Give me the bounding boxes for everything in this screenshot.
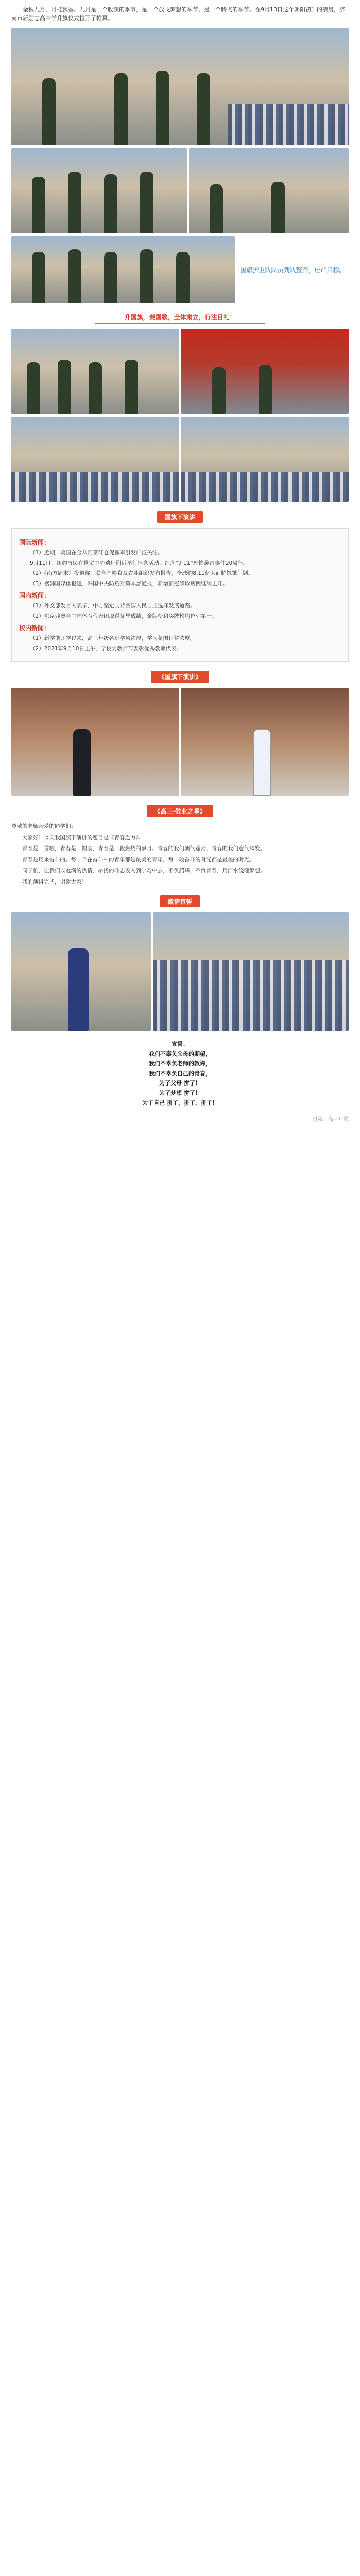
- speech-paragraph: 我的演讲完毕，谢谢大家！: [22, 878, 87, 885]
- domestic-news-heading: 国内新闻：: [19, 592, 50, 599]
- theme-bar: 升国旗，奏国歌，全体肃立，行注目礼！: [95, 311, 265, 324]
- leader-figure: [68, 948, 89, 1031]
- guard-figure: [68, 249, 81, 303]
- guard-figure: [32, 177, 45, 233]
- oath-line: 宣誓：: [172, 1041, 188, 1047]
- students-crowd: [228, 104, 349, 145]
- flag-raising-photo-6: [181, 329, 349, 414]
- oath-line: 为了梦想 拼了！: [159, 1090, 201, 1096]
- speech-paragraph: 青春是用来奋斗的。每一个在奋斗中的青年都是最美的青年，每一段奋斗的时光都是最美的时光。: [22, 856, 255, 863]
- speech-section-title: [11, 671, 349, 683]
- domestic-news-item: （1）外交部发言人表示，中方坚定支持各国人民自主选择发展道路。: [30, 603, 196, 609]
- guard-figure: [140, 249, 153, 303]
- photo-caption: [237, 236, 349, 303]
- campus-news-heading: 校内新闻：: [19, 624, 50, 632]
- photo-row-1: [11, 148, 349, 233]
- intl-news-item: （3）据韩国媒体报道，韩国中央防疫对策本部通报，新增新冠确诊病例继续上升。: [30, 581, 228, 587]
- intl-news-item: （2）《南方周末》报道称，联合国粮食及农业组织发布报告，全球约8.11亿人面临饥饿问题。: [30, 570, 254, 577]
- flag-guard-photo-2: [11, 148, 187, 233]
- speaker-photo-2: [181, 688, 349, 796]
- guard-figure: [176, 252, 190, 303]
- guard-figure: [104, 174, 117, 233]
- speaker-figure: [73, 729, 91, 796]
- flag-raising-photo-1: [11, 28, 349, 145]
- speech-sub-title: [11, 805, 349, 817]
- domestic-news-item: （2）东京残奥会中国体育代表团取得优异成绩，金牌榜和奖牌榜均位列第一。: [30, 613, 217, 619]
- speech-section-title-text: 《国旗下演讲》: [151, 671, 209, 683]
- speech-paragraph: 大家好！今天我国旗下演讲的题目是《青春之力》。: [22, 834, 144, 841]
- flag-guard-photo-4: [11, 236, 235, 303]
- intl-news-heading: 国际新闻：: [19, 539, 50, 546]
- oath-poem: [11, 1039, 349, 1108]
- flag-raising-photo-5: [11, 329, 179, 414]
- article: [0, 5, 360, 1123]
- oath-line: 为了父母 拼了！: [159, 1080, 201, 1087]
- guard-figure: [89, 362, 102, 414]
- speech-greeting: 尊敬的老师亲爱的同学们：: [11, 823, 76, 829]
- oath-line: 为了自己 拼了，拼了，拼了！: [142, 1099, 218, 1106]
- assembly-photo-8: [181, 417, 349, 502]
- speaker-figure: [253, 729, 271, 796]
- guard-figure: [114, 73, 128, 145]
- photo-row-3: [11, 329, 349, 414]
- oath-line: 我们不辜负父母的期望，: [149, 1050, 211, 1057]
- oath-line: 我们不辜负老师的教诲，: [149, 1060, 211, 1067]
- ending-section-title: [11, 895, 349, 907]
- speech-paragraph: 青春是一首歌，青春是一幅画，青春是一段燃烧的岁月。青春的我们朝气蓬勃，青春的我们意气风发。: [22, 845, 266, 852]
- ending-section-title-text: 激情宣誓: [160, 895, 199, 907]
- intl-news-item: 9月11日，纽约市民在世贸中心遗址附近举行悼念活动，纪念“9·11”恐怖袭击事件20周年。: [30, 560, 249, 566]
- guard-figure: [125, 360, 138, 414]
- students-crowd: [11, 472, 179, 502]
- photo-caption-text: 国旗护卫队队员列队整齐，庄严肃穆。: [240, 266, 346, 274]
- intl-news-item: （1）近期，美国在金从阿富汗仓促撤军引发广泛关注。: [30, 550, 163, 556]
- guard-figure: [140, 172, 153, 233]
- intro-paragraph: 金秋九月，月桂飘香。九月是一个收获的季节，是一个放飞梦想的季节，是一个腾飞的季节。在9月13日这个朝阳初升的清晨，济南市新励志高中学升旗仪式拉开了帷幕。: [11, 6, 345, 22]
- guard-figure: [156, 71, 169, 145]
- oath-crowd-photo: [153, 912, 349, 1031]
- oath-leader-photo: [11, 912, 151, 1031]
- photo-row-6: [11, 912, 349, 1031]
- guard-figure: [58, 360, 71, 414]
- news-box: [11, 528, 349, 662]
- guard-figure: [259, 365, 272, 414]
- campus-news-item: （1）新学期开学以来，高三年级各班学风浓厚，学习氛围日益浓厚。: [30, 635, 196, 641]
- photo-row-5: [11, 688, 349, 796]
- guard-figure: [68, 172, 81, 233]
- speech-body: [11, 822, 349, 886]
- guard-figure: [212, 367, 226, 414]
- guard-figure: [32, 252, 45, 303]
- flag-guard-photo-3: [189, 148, 349, 233]
- assembly-photo-7: [11, 417, 179, 502]
- photo-row-4: [11, 417, 349, 502]
- oath-line: 我们不辜负自己的青春，: [149, 1070, 211, 1077]
- students-crowd: [153, 960, 349, 1031]
- editor-credit: 供稿：高三年级: [313, 1117, 349, 1123]
- speech-paragraph: 同学们，让我们以饱满的热情、昂扬的斗志投入到学习中去，不负韶华，不负青春，用汗水浇灌梦想。: [22, 868, 266, 874]
- news-section-title: [11, 511, 349, 523]
- speech-sub-title-text: 《高三·敬业之星》: [147, 805, 213, 817]
- guard-figure: [210, 184, 223, 233]
- guard-figure: [271, 182, 285, 233]
- campus-news-item: （2）2021年9月10日上午，学校为教师节表彰优秀教师代表。: [30, 646, 182, 652]
- guard-figure: [197, 73, 210, 145]
- students-crowd: [181, 472, 349, 502]
- speaker-photo-1: [11, 688, 179, 796]
- guard-figure: [27, 362, 40, 414]
- guard-figure: [42, 78, 56, 145]
- guard-figure: [104, 252, 117, 303]
- news-section-title-text: 国旗下演讲: [157, 511, 202, 523]
- photo-row-2: [11, 236, 349, 303]
